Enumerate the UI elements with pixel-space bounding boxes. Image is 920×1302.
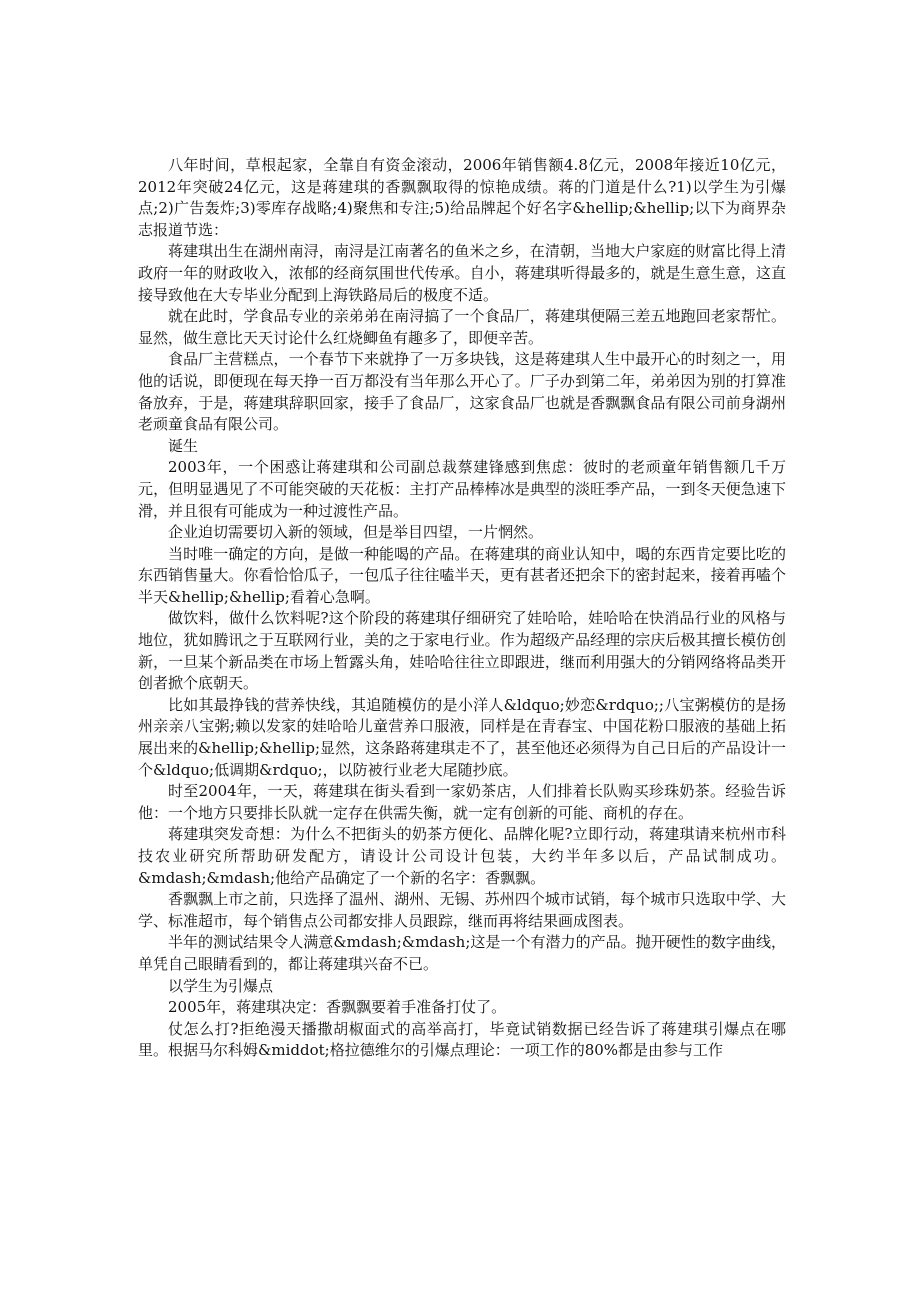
paragraph-new-field: 企业迫切需要切入新的领域，但是举目四望，一片惘然。 [168, 523, 544, 542]
paragraph-wahaha: 做饮料，做什么饮料呢?这个阶段的蒋建琪仔细研究了娃哈哈，娃哈哈在快消品行业的风格与地位，犹如腾讯之于互联网行业，美的之于家电行业。作为超级产品经理的宗庆后极其擅长模仿创新，一旦某个新品类在市场上暂露头角，娃哈哈往往立即跟进，继而利用强大的分销网络将品类开创者掀个底朝天。 [138, 609, 786, 693]
paragraph-tipping-point: 仗怎么打?拒绝漫天播撒胡椒面式的高举高打，毕竟试销数据已经告诉了蒋建琪引爆点在哪里。根据马尔科姆&middot;格拉德维尔的引爆点理论：一项工作的80%都是由参与工作 [138, 1019, 786, 1060]
paragraph-trial: 香飘飘上市之前，只选择了温州、湖州、无锡、苏州四个城市试销，每个城市只选取中学、大学、标准超市，每个销售点公司都安排人员跟踪，继而再将结果画成图表。 [138, 890, 786, 930]
document-body [138, 155, 786, 1062]
paragraph-pastry: 食品厂主营糕点，一个春节下来就挣了一万多块钱，这是蒋建琪人生中最开心的时刻之一，用他的话说，即便现在每天挣一百万都没有当年那么开心了。厂子办到第二年，弟弟因为别的打算准备放弃，于是，蒋建琪辞职回家，接手了食品厂，这家食品厂也就是香飘飘食品有限公司前身湖州老顽童食品有限公司。 [138, 350, 786, 434]
paragraph-imitation: 比如其最挣钱的营养快线，其追随模仿的是小洋人&ldquo;妙恋&rdquo;;八宝粥模仿的是扬州亲亲八宝粥;赖以发家的娃哈哈儿童营养口服液，同样是在青春宝、中国花粉口服液的基础上拓展出来的&hellip;&hellip;显然，这条路蒋建琪走不了，甚至他还必须得为自己日后的产品设计一个&ldquo;低调期&rdquo;，以防被行业老大尾随抄底。 [138, 695, 786, 779]
paragraph-2004: 时至2004年，一天，蒋建琪在街头看到一家奶茶店，人们排着长队购买珍珠奶茶。经验告诉他：一个地方只要排长队就一定存在供需失衡，就一定有创新的可能、商机的存在。 [138, 782, 786, 822]
paragraph-2005: 2005年，蒋建琪决定：香飘飘要着手准备打仗了。 [168, 998, 507, 1017]
paragraph-drinkable: 当时唯一确定的方向，是做一种能喝的产品。在蒋建琪的商业认知中，喝的东西肯定要比吃的东西销售量大。你看恰恰瓜子，一包瓜子往往嗑半天，更有甚者还把余下的密封起来，接着再嗑个半天&hellip;&hellip;看着心急啊。 [138, 544, 786, 606]
paragraph-results: 半年的测试结果令人满意&mdash;&mdash;这是一个有潜力的产品。抛开硬性的数字曲线，单凭自己眼睛看到的，都让蒋建琪兴奋不已。 [138, 933, 786, 973]
paragraph-brother-factory: 就在此时，学食品专业的亲弟弟在南浔搞了一个食品厂，蒋建琪便隔三差五地跑回老家帮忙。显然，做生意比天天讨论什么红烧鲫鱼有趣多了，即便辛苦。 [138, 307, 786, 347]
paragraph-2003: 2003年，一个困惑让蒋建琪和公司副总裁蔡建锋感到焦虑：彼时的老顽童年销售额几千万元，但明显遇见了不可能突破的天花板：主打产品棒棒冰是典型的淡旺季产品，一到冬天便急速下滑，并且很有可能成为一种过渡性产品。 [138, 458, 786, 520]
paragraph-origin: 蒋建琪出生在湖州南浔，南浔是江南著名的鱼米之乡，在清朝，当地大户家庭的财富比得上清政府一年的财政收入，浓郁的经商氛围世代传承。自小，蒋建琪听得最多的，就是生意生意，这直接导致他在大专毕业分配到上海铁路局后的极度不适。 [138, 242, 786, 304]
paragraph-idea: 蒋建琪突发奇想：为什么不把街头的奶茶方便化、品牌化呢?立即行动，蒋建琪请来杭州市科技农业研究所帮助研发配方，请设计公司设计包装，大约半年多以后，产品试制成功。&mdash;&mdash;他给产品确定了一个新的名字：香飘飘。 [138, 825, 786, 887]
section-heading-birth: 诞生 [168, 436, 199, 455]
paragraph-intro: 八年时间，草根起家，全靠自有资金滚动，2006年销售额4.8亿元，2008年接近10亿元，2012年突破24亿元，这是蒋建琪的香飘飘取得的惊艳成绩。蒋的门道是什么?1)以学生为引爆点;2)广告轰炸;3)零库存战略;4)聚焦和专注;5)给品牌起个好名字&hellip;&hellip;以下为商界杂志报道节选： [138, 156, 786, 239]
section-heading-students: 以学生为引爆点 [168, 976, 274, 995]
